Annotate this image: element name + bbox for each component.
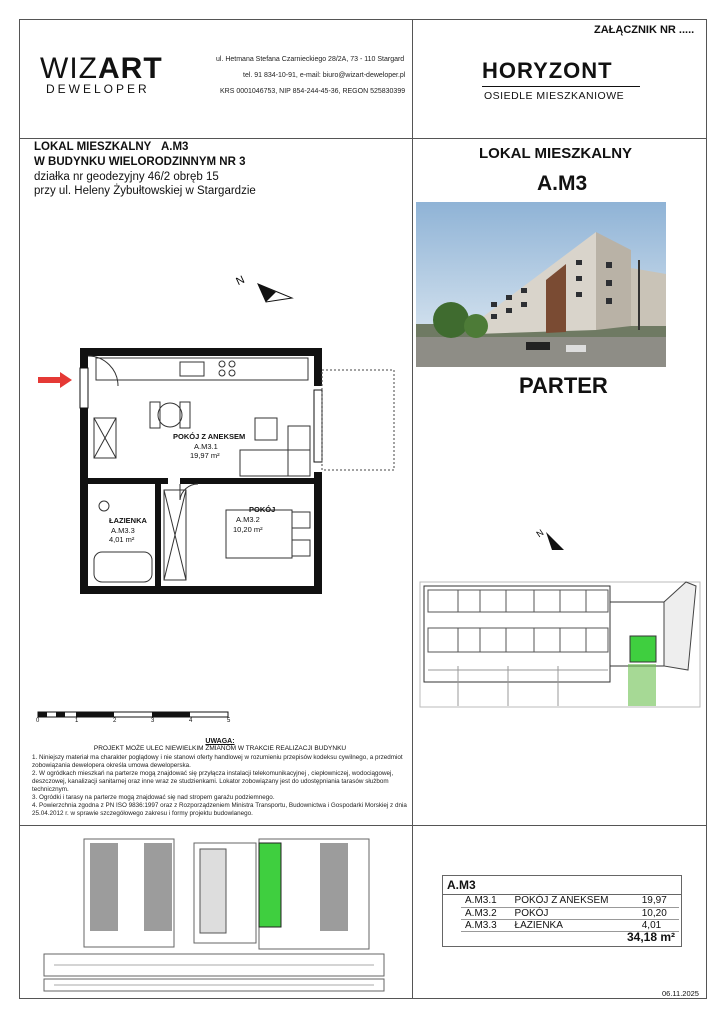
developer-logo bbox=[40, 52, 163, 86]
table-row bbox=[461, 895, 679, 907]
note-item: 1. Niniejszy materiał ma charakter poglądowy i nie stanowi oferty handlowej w rozumieniu przepisów kodeksu cywilnego, a przedmiot zobowiązania dewelopera określa umowa deweloperska. bbox=[32, 754, 403, 769]
scale-bar bbox=[36, 710, 236, 724]
building-rendering bbox=[416, 202, 666, 367]
key-compass-n-label: N bbox=[534, 527, 546, 540]
table-title: A.M3 bbox=[443, 876, 681, 895]
garden-highlight bbox=[628, 664, 656, 706]
site-plan bbox=[24, 829, 410, 994]
entrance-arrow-icon bbox=[38, 372, 72, 388]
project-logo-line bbox=[482, 86, 640, 87]
right-unit-code: A.M3 bbox=[537, 172, 588, 195]
key-compass-icon bbox=[546, 532, 564, 550]
logo-wiz: WIZ bbox=[40, 52, 98, 85]
note-item: 2. W ogródkach mieszkań na parterze mogą znajdować się przyłącza instalacji telekomunikacyjnej , ciepłowniczej, wodociągowej, deszczowej, kanalizacji sanitarnej oraz inne wraz ze studzienkami. Lokator zobowiązany jest do udostępniania tarasów służbom technicznym. bbox=[32, 770, 394, 793]
floor-label: PARTER bbox=[519, 373, 608, 398]
street-line: przy ul. Heleny Żybułtowskiej w Stargardzie bbox=[34, 185, 256, 197]
room-label-name-3: ŁAZIENKA bbox=[109, 516, 147, 525]
room-code: A.M3.1 bbox=[461, 895, 511, 907]
right-unit-type: LOKAL MIESZKALNY bbox=[479, 145, 633, 162]
scale-tick-4: 4 bbox=[189, 718, 193, 724]
developer-registry: KRS 0001046753, NIP 854-244-45-36, REGON 525830399 bbox=[220, 88, 406, 95]
right-bottom-divider bbox=[412, 825, 707, 826]
building-key-plan bbox=[418, 520, 706, 710]
developer-contact: tel. 91 834-10-91, e-mail: biuro@wizart-deweloper.pl bbox=[243, 72, 406, 79]
room-name: POKÓJ Z ANEKSEM bbox=[511, 895, 638, 907]
rooms-table bbox=[461, 895, 679, 932]
notes-subtitle: PROJEKT MOŻE ULEC NIEWIELKIM ZMIANOM W TRAKCIE REALIZACJI BUDYNKU bbox=[93, 745, 347, 752]
room-area: 19,97 bbox=[638, 895, 679, 907]
room-summary-table bbox=[442, 875, 682, 947]
notes-block bbox=[32, 738, 408, 818]
annex-label: ZAŁĄCZNIK NR ..... bbox=[594, 24, 695, 36]
room-label-name-2: POKÓJ bbox=[249, 505, 276, 514]
balcony bbox=[322, 370, 394, 470]
compass-n-label: N bbox=[234, 273, 247, 289]
room-label-name-1: POKÓJ Z ANEKSEM bbox=[173, 432, 246, 441]
room-label-area-3: 4,01 m² bbox=[109, 535, 135, 544]
room-label-code-2: A.M3.2 bbox=[236, 515, 260, 524]
room-code: A.M3.3 bbox=[461, 919, 511, 931]
unit-title bbox=[34, 141, 188, 153]
room-label-area-2: 10,20 m² bbox=[233, 525, 263, 534]
notes-divider bbox=[19, 825, 412, 826]
notes-title: UWAGA: bbox=[205, 738, 235, 745]
table-row bbox=[461, 907, 679, 919]
room-code: A.M3.2 bbox=[461, 907, 511, 919]
scale-tick-2: 2 bbox=[113, 718, 117, 724]
room-label-area-1: 19,97 m² bbox=[190, 451, 220, 460]
total-area: 34,18 m² bbox=[626, 930, 675, 944]
floor-plan bbox=[30, 340, 410, 600]
scale-tick-0: 0 bbox=[36, 718, 40, 724]
column-divider bbox=[412, 19, 413, 999]
room-name: POKÓJ bbox=[511, 907, 638, 919]
project-subtitle: OSIEDLE MIESZKANIOWE bbox=[484, 90, 625, 102]
scale-tick-1: 1 bbox=[75, 718, 79, 724]
scale-tick-3: 3 bbox=[151, 718, 155, 724]
room-name: ŁAZIENKA bbox=[511, 919, 638, 931]
room-area: 4,01 bbox=[638, 919, 679, 931]
plot-line: działka nr geodezyjny 46/2 obręb 15 bbox=[34, 171, 219, 183]
logo-subtitle: DEWELOPER bbox=[46, 82, 150, 96]
note-item: 4. Powierzchnia zgodna z PN ISO 9836:1997 oraz z Rozporządzeniem Ministra Transportu, Budownictwa i Gospodarki Morskiej z dnia 25.04.2012 r. w sprawie szczegółowego zakresu i formy projektu budowlanego. bbox=[32, 802, 407, 817]
unit-title-label: LOKAL MIESZKALNY bbox=[34, 141, 152, 153]
unit-highlight bbox=[630, 636, 656, 662]
scale-tick-5: 5 bbox=[227, 718, 231, 724]
site-unit-highlight bbox=[259, 843, 281, 927]
header-divider bbox=[19, 138, 707, 139]
compass-rose bbox=[228, 262, 298, 312]
logo-art: ART bbox=[97, 52, 163, 85]
unit-title-code: A.M3 bbox=[160, 141, 189, 153]
room-label-code-1: A.M3.1 bbox=[194, 442, 218, 451]
room-area: 10,20 bbox=[638, 907, 679, 919]
note-item: 3. Ogródki i tarasy na parterze mogą znajdować się nad stropem garażu podziemnego. bbox=[32, 794, 275, 801]
developer-address: ul. Hetmana Stefana Czarnieckiego 28/2A, 73 - 110 Stargard bbox=[216, 56, 405, 63]
room-label-code-3: A.M3.3 bbox=[111, 526, 135, 535]
building-line: W BUDYNKU WIELORODZINNYM NR 3 bbox=[34, 156, 246, 168]
project-name: HORYZONT bbox=[482, 58, 613, 83]
document-date: 06.11.2025 bbox=[662, 989, 699, 998]
